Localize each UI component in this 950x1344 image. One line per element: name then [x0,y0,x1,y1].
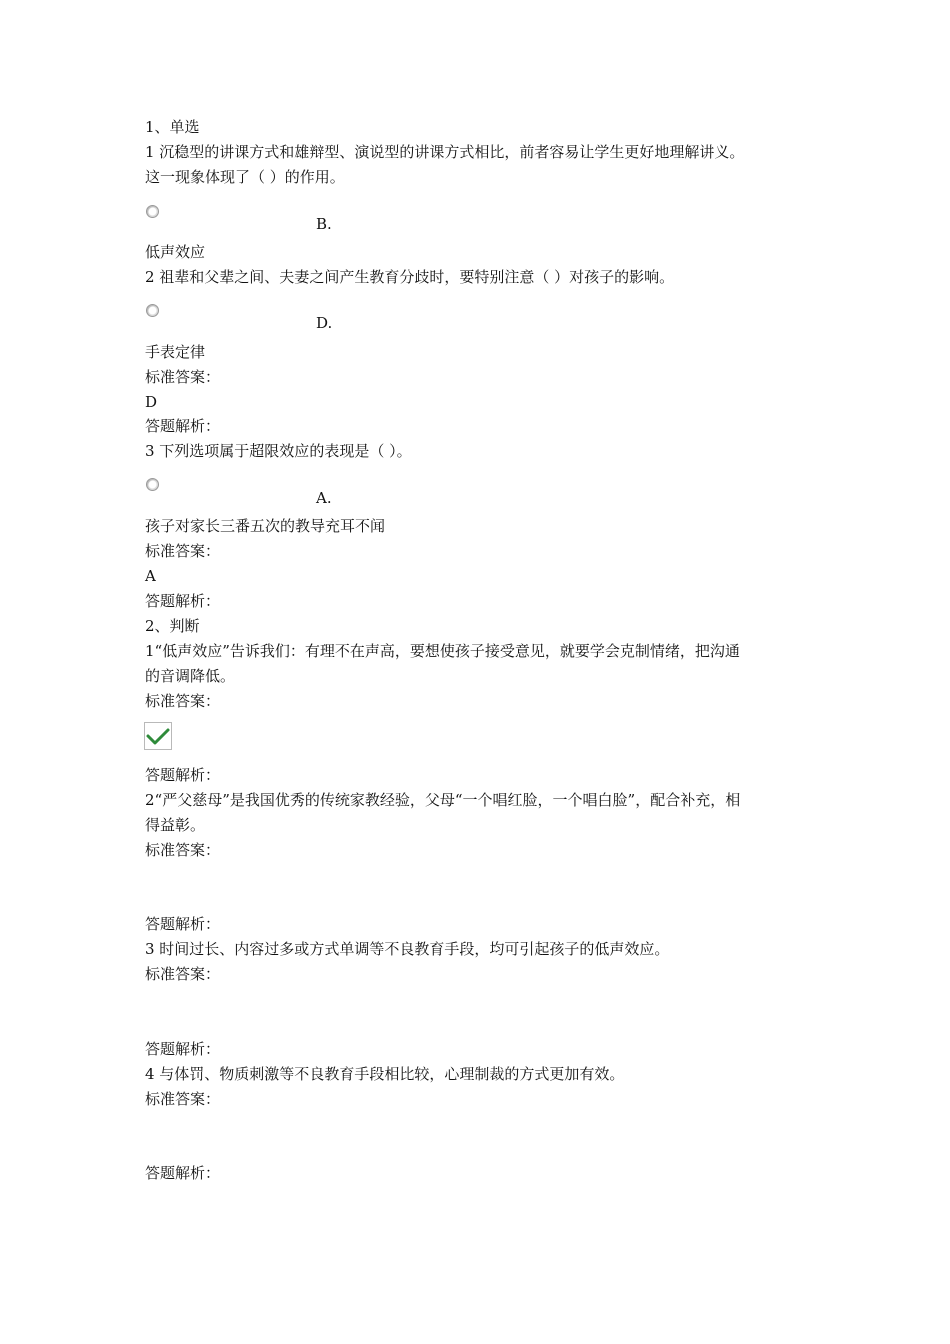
question-2-answer-label: 标准答案： [145,368,221,386]
question-2-answer-value: D [145,393,158,411]
judge-1-text-line-2: 的音调降低。 [145,667,236,685]
judge-4-analysis-label: 答题解析： [145,1164,221,1182]
judge-1-text-line-1: 1“低声效应”告诉我们：有理不在声高，要想使孩子接受意见，就要学会克制情绪，把沟通 [145,642,740,660]
question-1-text-line-1: 1 沉稳型的讲课方式和雄辩型、演说型的讲课方式相比，前者容易让学生更好地理解讲义。 [145,143,745,161]
judge-3-answer-label: 标准答案： [145,965,221,983]
question-2-option-letter: D. [316,314,333,332]
judge-2-text-line-2: 得益彰。 [145,816,206,834]
checkmark-icon [144,722,172,750]
judge-4-text: 4 与体罚、物质刺激等不良教育手段相比较，心理制裁的方式更加有效。 [145,1065,625,1083]
judge-2-text-line-1: 2“严父慈母”是我国优秀的传统家教经验，父母“一个唱红脸，一个唱白脸”，配合补充，相 [145,791,741,809]
question-2-text: 2 祖辈和父辈之间、夫妻之间产生教育分歧时，要特别注意（ ）对孩子的影响。 [145,268,675,286]
question-2-option-text: 手表定律 [145,343,206,361]
question-3-answer-value: A [145,567,156,585]
question-3-radio-button[interactable] [146,478,159,491]
judge-2-analysis-label: 答题解析： [145,915,221,933]
question-2-analysis-label: 答题解析： [145,417,221,435]
section-heading-single-choice: 1、单选 [145,118,200,136]
judge-2-answer-label: 标准答案： [145,841,221,859]
question-3-text: 3 下列选项属于超限效应的表现是（ ）。 [145,442,412,460]
question-1-text-line-2: 这一现象体现了（ ）的作用。 [145,168,345,186]
question-3-analysis-label: 答题解析： [145,592,221,610]
judge-3-analysis-label: 答题解析： [145,1040,221,1058]
question-1-option-text: 低声效应 [145,243,206,261]
checkmark-icon-glyph [145,723,171,749]
question-3-option-letter: A. [316,489,332,507]
section-heading-true-false: 2、判断 [145,617,200,635]
judge-3-text: 3 时间过长、内容过多或方式单调等不良教育手段，均可引起孩子的低声效应。 [145,940,670,958]
question-1-option-letter: B. [316,215,332,233]
question-1-radio-button[interactable] [146,205,159,218]
judge-1-answer-label: 标准答案： [145,692,221,710]
question-3-option-text: 孩子对家长三番五次的教导充耳不闻 [145,517,386,535]
question-3-answer-label: 标准答案： [145,542,221,560]
question-2-radio-button[interactable] [146,304,159,317]
judge-4-answer-label: 标准答案： [145,1090,221,1108]
judge-1-analysis-label: 答题解析： [145,766,221,784]
